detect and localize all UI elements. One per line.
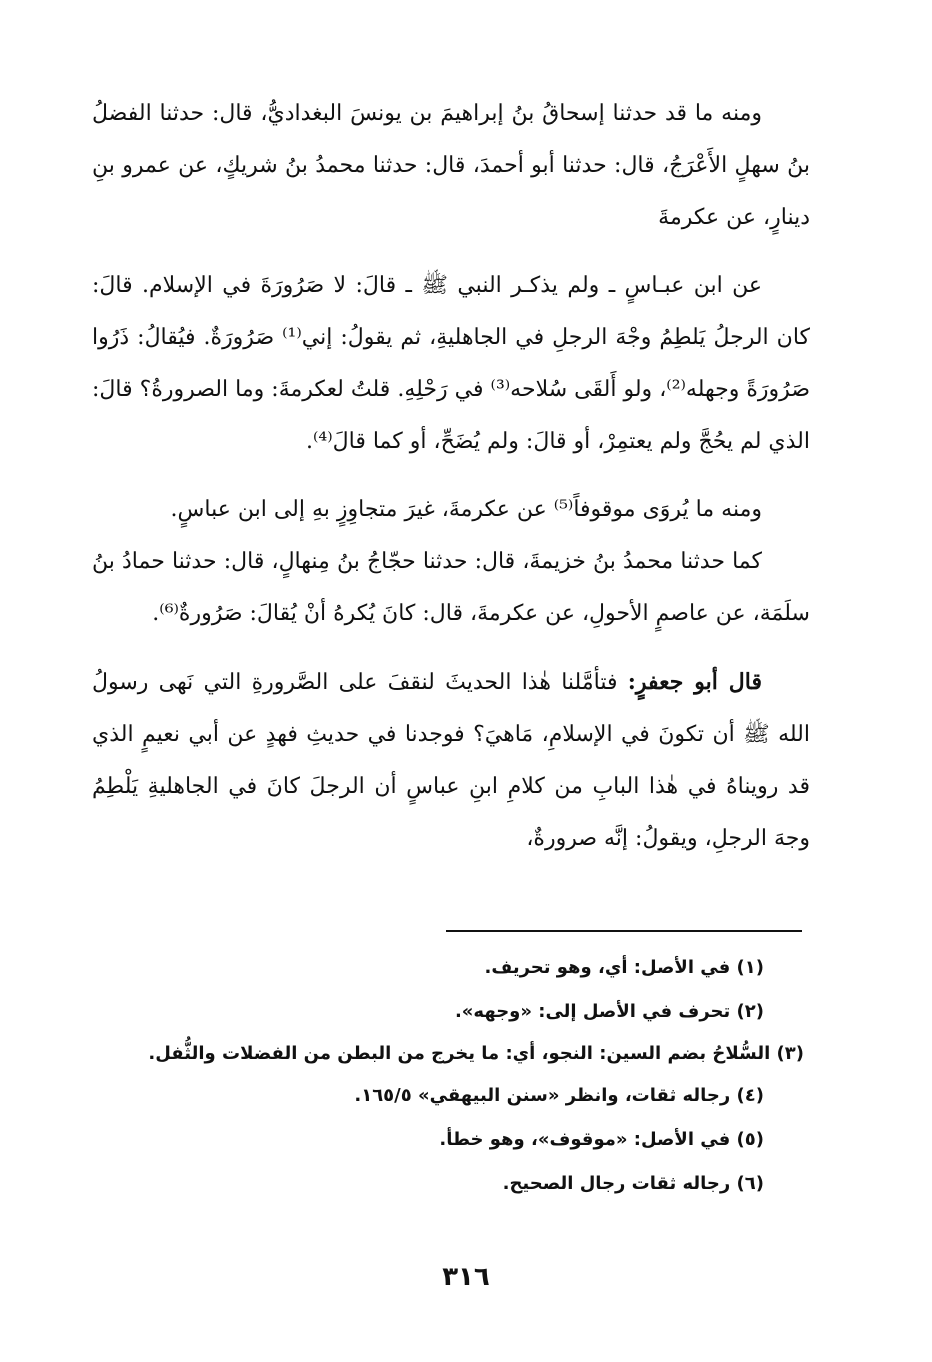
paragraph-1: ومنه ما قد حدثنا إسحاقُ بنُ إبراهيمَ بن يونسَ البغداديُّ، قال: حدثنا الفضلُ بنُ سهلٍ الأَعْرَجُ، قال: حدثنا أبو أحمدَ، قال: حدثنا محمدُ بنُ شريكٍ، عن عمرو بنِ دينارٍ، عن عكرمةَ xyxy=(92,101,810,230)
footnote-separator xyxy=(446,930,802,932)
footnote-6: (٦) رجاله ثقات رجال الصحيح. xyxy=(502,1173,764,1194)
footnote-4: (٤) رجاله ثقات، وانظر «سنن البيهقي» ١٦٥/٥. xyxy=(354,1085,764,1106)
paragraph-5-lead: قال أبو جعفرٍ: xyxy=(627,669,762,695)
page-number: ٣١٦ xyxy=(442,1262,490,1292)
footnote-5: (٥) في الأصل: «موقوف»، وهو خطأ. xyxy=(439,1129,764,1150)
footnote-2: (٢) تحرف في الأصل إلى: «وجهه». xyxy=(454,1001,764,1022)
paragraph-4: كما حدثنا محمدُ بنُ خزيمةَ، قال: حدثنا حجّاجُ بنُ مِنهالٍ، قال: حدثنا حمادُ بنُ سلَمَة، عن عاصمٍ الأحولِ، عن عكرمةَ، قال: كانَ يُكرهُ أنْ يُقالَ: صَرُورةٌ⁽⁶⁾. xyxy=(92,549,810,626)
paragraph-2: عن ابن عبـاسٍ ـ ولم يذكـر النبي ﷺ ـ قالَ: لا صَرُورَةَ في الإسلام. قالَ: كان الرجلُ يَلطِمُ وجْهَ الرجلِ في الجاهليةِ، ثم يقولُ: إني⁽¹⁾ صَرُورَةٌ. فيُقالُ: ذَرُوا صَرُورَةً وجهله⁽²⁾، ولو أَلقَى سُلاحه⁽³⁾ في رَحْلِهِ. قلتُ لعكرمةَ: وما الصرورةُ؟ قالَ: الذي لم يحُجَّ ولم يعتمِرْ، أو قالَ: ولم يُضَحِّ، أو كما قالَ⁽⁴⁾. xyxy=(92,273,811,454)
paragraph-5: قال أبو جعفرٍ: فتأمَّلنا هٰذا الحديثَ لنقفَ على الصَّرورةِ التي نَهى رسولُ الله ﷺ أن تكونَ في الإسلامِ، مَاهيَ؟ فوجدنا في حديثِ فهدٍ عن أبي نعيمٍ الذي قد رويناهُ في هٰذا البابِ من كلامِ ابنِ عباسٍ أن الرجلَ كانَ في الجاهليةِ يَلْطِمُ وجهَ الرجلِ، ويقولُ: إنَّه صرورةٌ، xyxy=(92,669,810,851)
footnote-1: (١) في الأصل: أي، وهو تحريف. xyxy=(484,957,764,978)
main-text xyxy=(92,88,810,865)
paragraph-3: ومنه ما يُروَى موقوفاً⁽⁵⁾ عن عكرمةَ، غيرَ متجاوِزٍ بهِ إلى ابن عباسٍ. xyxy=(170,497,762,522)
footnote-3: (٣) السُّلاحُ بضم السين: النجو، أي: ما يخرج من البطن من الفضلات والثُّفل. xyxy=(148,1043,804,1064)
footnotes xyxy=(96,946,804,1206)
